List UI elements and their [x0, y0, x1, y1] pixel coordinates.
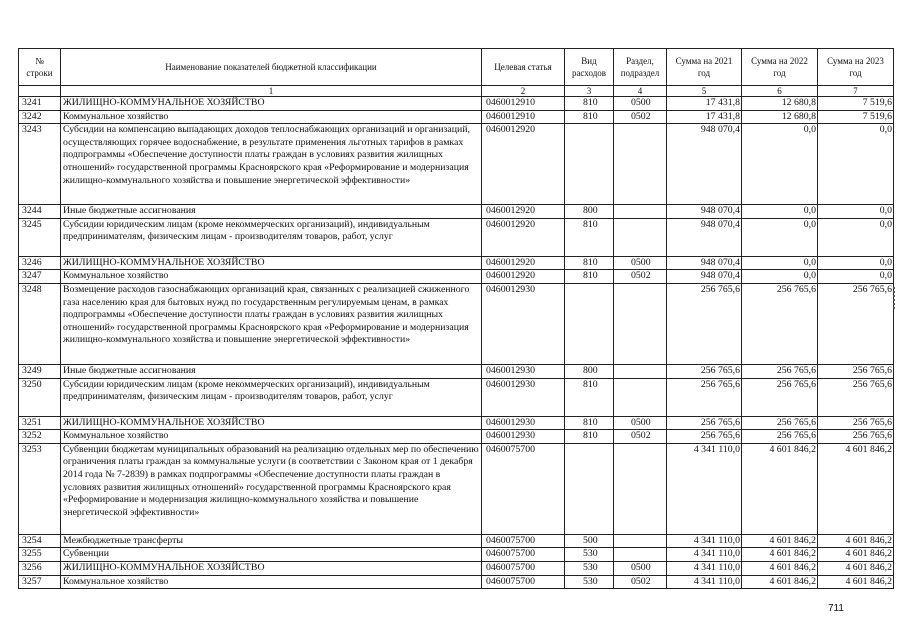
row-number: 3253: [19, 443, 61, 534]
expense-type: 810: [565, 97, 614, 111]
sum-2022: 4 601 846,2: [742, 534, 818, 548]
table-row: [19, 218, 894, 256]
sum-2021: 4 341 110,0: [667, 548, 742, 562]
target-article: 0460012920: [482, 124, 565, 205]
expense-type: 530: [565, 548, 614, 562]
sum-2023: 256 765,6: [818, 283, 894, 364]
section-code: [614, 283, 667, 364]
sum-2021: 4 341 110,0: [667, 561, 742, 575]
target-article: 0460075700: [482, 561, 565, 575]
target-article: 0460012930: [482, 416, 565, 430]
row-number: 3256: [19, 561, 61, 575]
row-name: ЖИЛИЩНО-КОММУНАЛЬНОЕ ХОЗЯЙСТВО: [61, 256, 482, 270]
column-number-row: [19, 86, 894, 97]
expense-type: 810: [565, 110, 614, 124]
sum-2023: 4 601 846,2: [818, 443, 894, 534]
sum-2023: 0,0: [818, 218, 894, 256]
section-code: 0502: [614, 270, 667, 284]
expense-type: 810: [565, 378, 614, 416]
expense-type: [565, 124, 614, 205]
sum-2022: 12 680,8: [742, 110, 818, 124]
sum-2022: 256 765,6: [742, 430, 818, 444]
expense-type: 530: [565, 575, 614, 589]
column-number: 6: [742, 86, 818, 97]
table-row: [19, 430, 894, 444]
expense-type: 810: [565, 430, 614, 444]
sum-2022: 256 765,6: [742, 364, 818, 378]
sum-2021: 4 341 110,0: [667, 575, 742, 589]
expense-type: 810: [565, 270, 614, 284]
target-article: 0460012930: [482, 364, 565, 378]
sum-2023: 256 765,6: [818, 378, 894, 416]
margin-mark: [893, 287, 898, 309]
sum-2022: 4 601 846,2: [742, 575, 818, 589]
row-name: Иные бюджетные ассигнования: [61, 364, 482, 378]
sum-2021: 256 765,6: [667, 378, 742, 416]
sum-2021: 17 431,8: [667, 110, 742, 124]
sum-2022: 0,0: [742, 205, 818, 219]
expense-type: 800: [565, 364, 614, 378]
expense-type: 800: [565, 205, 614, 219]
section-code: [614, 205, 667, 219]
sum-2022: 256 765,6: [742, 416, 818, 430]
row-name: ЖИЛИЩНО-КОММУНАЛЬНОЕ ХОЗЯЙСТВО: [61, 561, 482, 575]
row-name: ЖИЛИЩНО-КОММУНАЛЬНОЕ ХОЗЯЙСТВО: [61, 97, 482, 111]
sum-2021: 948 070,4: [667, 124, 742, 205]
column-number: 3: [565, 86, 614, 97]
header-target-article: Целевая статья: [482, 49, 565, 86]
target-article: 0460012930: [482, 283, 565, 364]
row-name: Коммунальное хозяйство: [61, 270, 482, 284]
row-name: Субсидии юридическим лицам (кроме некоммерческих организаций), индивидуальным предпринимателям, физическим лицам - производителям товаров, работ, услуг: [61, 378, 482, 416]
target-article: 0460012910: [482, 110, 565, 124]
target-article: 0460012920: [482, 256, 565, 270]
target-article: 0460012910: [482, 97, 565, 111]
section-code: 0502: [614, 110, 667, 124]
row-name: Коммунальное хозяйство: [61, 430, 482, 444]
row-name: ЖИЛИЩНО-КОММУНАЛЬНОЕ ХОЗЯЙСТВО: [61, 416, 482, 430]
section-code: [614, 218, 667, 256]
table-row: [19, 443, 894, 534]
table-row: [19, 364, 894, 378]
row-number: 3243: [19, 124, 61, 205]
row-number: 3249: [19, 364, 61, 378]
table-row: [19, 378, 894, 416]
section-code: 0500: [614, 561, 667, 575]
sum-2023: 256 765,6: [818, 430, 894, 444]
sum-2021: 4 341 110,0: [667, 534, 742, 548]
expense-type: 530: [565, 561, 614, 575]
table-body: [19, 97, 894, 589]
sum-2022: 4 601 846,2: [742, 443, 818, 534]
sum-2021: 4 341 110,0: [667, 443, 742, 534]
sum-2021: 256 765,6: [667, 416, 742, 430]
row-number: 3255: [19, 548, 61, 562]
table-row: [19, 548, 894, 562]
section-code: [614, 443, 667, 534]
target-article: 0460075700: [482, 534, 565, 548]
target-article: 0460075700: [482, 575, 565, 589]
section-code: 0500: [614, 416, 667, 430]
table-row: [19, 97, 894, 111]
header-expense-type: Вид расходов: [565, 49, 614, 86]
section-code: 0500: [614, 256, 667, 270]
budget-table: [18, 48, 894, 589]
page-number: 711: [828, 603, 844, 614]
table-row: [19, 205, 894, 219]
row-number: 3250: [19, 378, 61, 416]
sum-2022: 4 601 846,2: [742, 561, 818, 575]
row-number: 3252: [19, 430, 61, 444]
expense-type: [565, 283, 614, 364]
row-name: Иные бюджетные ассигнования: [61, 205, 482, 219]
budget-table-sheet: [18, 48, 892, 589]
sum-2021: 948 070,4: [667, 256, 742, 270]
column-number: 7: [818, 86, 894, 97]
row-name: Коммунальное хозяйство: [61, 110, 482, 124]
sum-2023: 4 601 846,2: [818, 548, 894, 562]
sum-2022: 256 765,6: [742, 283, 818, 364]
row-number: 3257: [19, 575, 61, 589]
header-sum-2022: Сумма на 2022 год: [742, 49, 818, 86]
table-row: [19, 416, 894, 430]
section-code: 0500: [614, 97, 667, 111]
sum-2021: 256 765,6: [667, 283, 742, 364]
target-article: 0460012930: [482, 378, 565, 416]
table-row: [19, 561, 894, 575]
sum-2022: 0,0: [742, 256, 818, 270]
row-number: 3245: [19, 218, 61, 256]
sum-2023: 0,0: [818, 124, 894, 205]
row-number: 3254: [19, 534, 61, 548]
table-row: [19, 256, 894, 270]
sum-2021: 256 765,6: [667, 364, 742, 378]
sum-2023: 7 519,6: [818, 97, 894, 111]
target-article: 0460075700: [482, 443, 565, 534]
sum-2023: 0,0: [818, 205, 894, 219]
row-number: 3248: [19, 283, 61, 364]
sum-2022: 0,0: [742, 218, 818, 256]
section-code: [614, 124, 667, 205]
sum-2021: 948 070,4: [667, 270, 742, 284]
table-row: [19, 110, 894, 124]
sum-2022: 0,0: [742, 270, 818, 284]
target-article: 0460012920: [482, 270, 565, 284]
row-name: Субвенции бюджетам муниципальных образований на реализацию отдельных мер по обеспечению ограничения платы граждан за коммунальные услуги (в соответствии с Законом края от 1 декабря 2014 года № 7-2839) в рамках подпрограммы «Обеспечение доступности платы граждан в условиях развития жилищных отношений» государственной программы Красноярского края «Реформирование и модернизация жилищно-коммунального хозяйства и повышение энергетической эффективности»: [61, 443, 482, 534]
row-number: 3246: [19, 256, 61, 270]
sum-2023: 4 601 846,2: [818, 575, 894, 589]
section-code: [614, 378, 667, 416]
expense-type: 810: [565, 256, 614, 270]
row-number: 3251: [19, 416, 61, 430]
section-code: [614, 534, 667, 548]
row-name: Возмещение расходов газоснабжающих организаций края, связанных с реализацией сжиженного газа населению края для бытовых нужд по государственным регулируемым ценам, в рамках подпрограммы «Обеспечение доступности платы граждан в условиях развития жилищных отношений» государственной программы Красноярского края «Реформирование и модернизация жилищно-коммунального хозяйства и повышение энергетической эффективности»: [61, 283, 482, 364]
table-row: [19, 283, 894, 364]
header-name: Наименование показателей бюджетной классификации: [61, 49, 482, 86]
sum-2022: 4 601 846,2: [742, 548, 818, 562]
sum-2022: 12 680,8: [742, 97, 818, 111]
section-code: 0502: [614, 575, 667, 589]
column-number: 5: [667, 86, 742, 97]
row-name: Субвенции: [61, 548, 482, 562]
target-article: 0460075700: [482, 548, 565, 562]
sum-2022: 0,0: [742, 124, 818, 205]
sum-2021: 17 431,8: [667, 97, 742, 111]
sum-2021: 948 070,4: [667, 218, 742, 256]
sum-2021: 256 765,6: [667, 430, 742, 444]
row-number: 3247: [19, 270, 61, 284]
sum-2021: 948 070,4: [667, 205, 742, 219]
target-article: 0460012930: [482, 430, 565, 444]
row-number: 3242: [19, 110, 61, 124]
expense-type: [565, 443, 614, 534]
table-row: [19, 534, 894, 548]
sum-2023: 0,0: [818, 270, 894, 284]
table-row: [19, 124, 894, 205]
expense-type: 810: [565, 416, 614, 430]
row-number: 3241: [19, 97, 61, 111]
sum-2023: 7 519,6: [818, 110, 894, 124]
row-name: Коммунальное хозяйство: [61, 575, 482, 589]
column-number: 4: [614, 86, 667, 97]
header-sum-2023: Сумма на 2023 год: [818, 49, 894, 86]
sum-2023: 0,0: [818, 256, 894, 270]
section-code: [614, 548, 667, 562]
sum-2023: 256 765,6: [818, 416, 894, 430]
target-article: 0460012920: [482, 205, 565, 219]
column-number: 2: [482, 86, 565, 97]
expense-type: 500: [565, 534, 614, 548]
expense-type: 810: [565, 218, 614, 256]
row-name: Субсидии юридическим лицам (кроме некоммерческих организаций), индивидуальным предпринимателям, физическим лицам - производителям товаров, работ, услуг: [61, 218, 482, 256]
section-code: [614, 364, 667, 378]
table-row: [19, 270, 894, 284]
header-section: Раздел, подраздел: [614, 49, 667, 86]
header-sum-2021: Сумма на 2021 год: [667, 49, 742, 86]
section-code: 0502: [614, 430, 667, 444]
column-number: 1: [61, 86, 482, 97]
sum-2023: 4 601 846,2: [818, 561, 894, 575]
header-row-number: № строки: [19, 49, 61, 86]
sum-2023: 4 601 846,2: [818, 534, 894, 548]
row-number: 3244: [19, 205, 61, 219]
table-header-row: [19, 49, 894, 86]
column-number: [19, 86, 61, 97]
target-article: 0460012920: [482, 218, 565, 256]
row-name: Субсидии на компенсацию выпадающих доходов теплоснабжающих организаций и организаций, осуществляющих горячее водоснабжение, в результате применения льготных тарифов в рамках подпрограммы «Обеспечение доступности платы граждан в условиях развития жилищных отношений» государственной программы Красноярского края «Реформирование и модернизация жилищно-коммунального хозяйства и повышение энергетической эффективности»: [61, 124, 482, 205]
row-name: Межбюджетные трансферты: [61, 534, 482, 548]
sum-2023: 256 765,6: [818, 364, 894, 378]
table-row: [19, 575, 894, 589]
sum-2022: 256 765,6: [742, 378, 818, 416]
